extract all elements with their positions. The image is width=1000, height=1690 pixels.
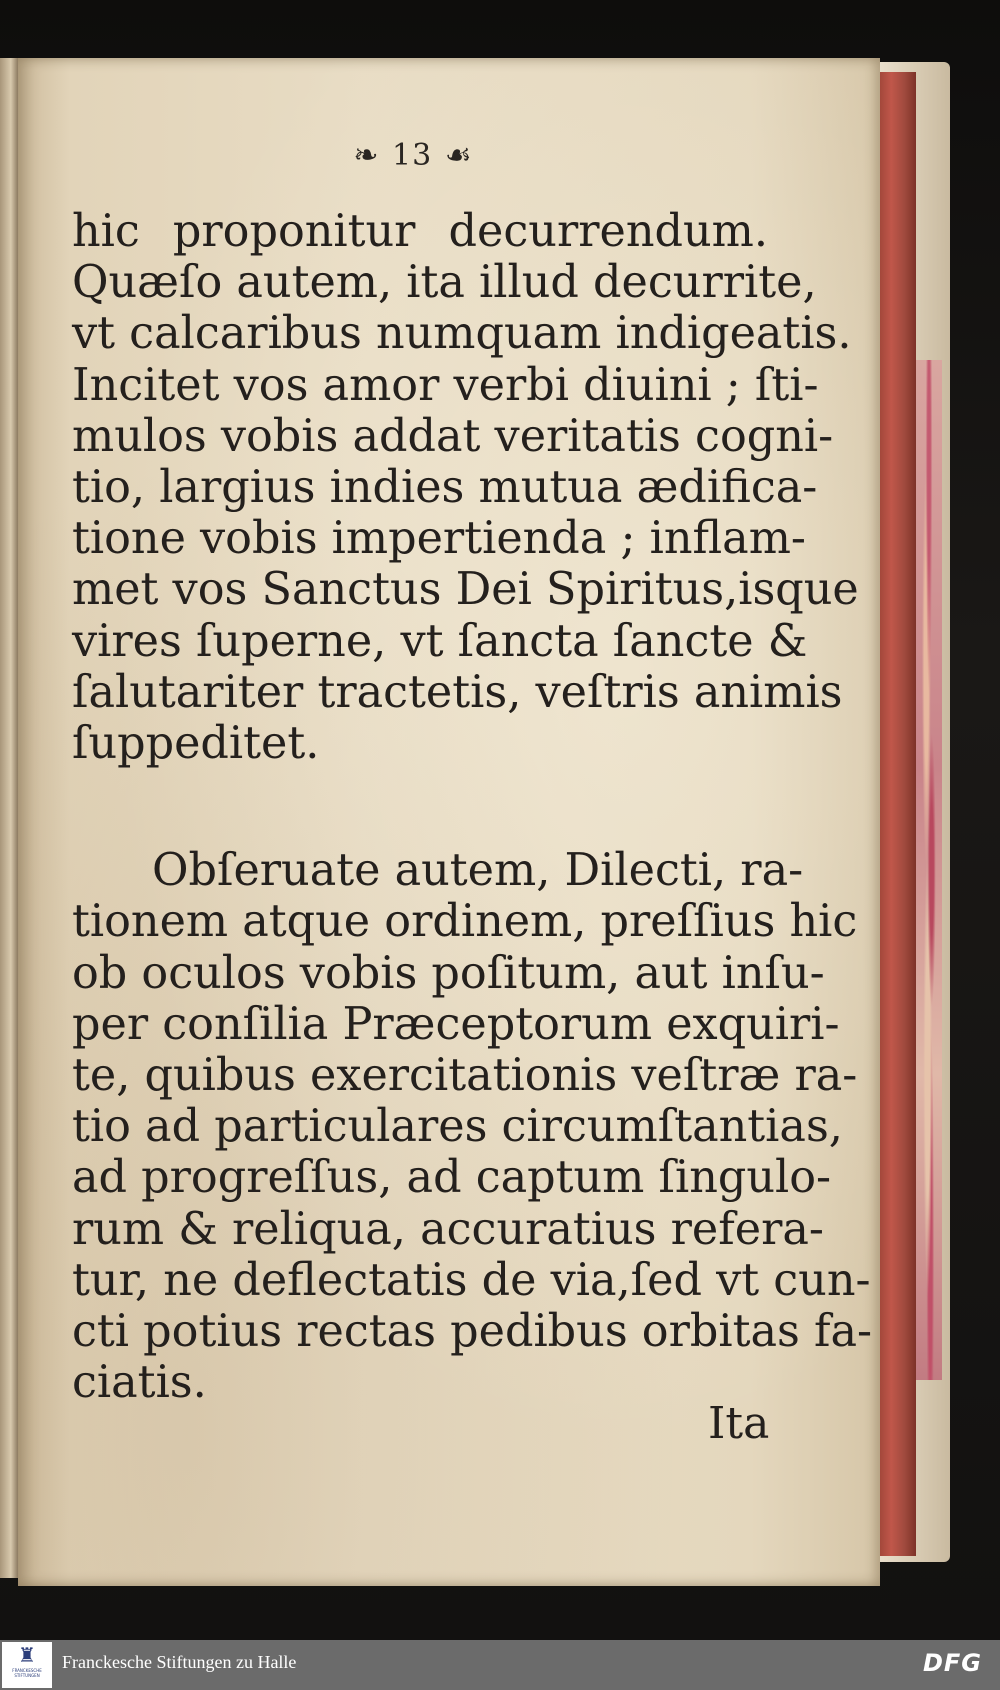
book-page [18,58,880,1586]
text-line: tur, ne deflectatis de via,ſed vt cun- [72,1254,871,1306]
page-header [0,136,844,173]
text-line: hic proponitur decurrendum. [72,206,768,257]
text-line: vt calcaribus numquam indigeatis. [72,308,852,360]
paragraph-2 [72,845,873,1409]
left-ornament-icon: ❧ [353,137,380,173]
institution-logo[interactable] [2,1642,52,1688]
footer-bar [0,1640,1000,1690]
logo-tower-icon: ♜ [18,1643,36,1667]
text-line: tio, largius indies mutua ædifica- [72,462,818,514]
logo-text: FRANCKESCHE STIFTUNGEN [12,1668,42,1678]
paragraph-1 [72,206,859,770]
page-number: 13 [392,137,433,173]
text-line: te, quibus exercitationis veſtræ ra- [72,1050,858,1102]
previous-page-edge [0,58,18,1578]
marbled-endpaper [916,360,942,1380]
text-line: met vos Sanctus Dei Spiritus,isque [72,564,859,616]
catchword: Ita [708,1398,770,1449]
text-line: Obſeruate autem, Dilecti, ra- [152,845,804,897]
text-line: ob oculos vobis poſitum, aut inſu- [72,947,825,999]
text-line: ciatis. [72,1357,207,1409]
text-line: vires ſuperne, vt ſancta ſancte & [72,615,808,667]
text-line: ſuppeditet. [72,718,320,770]
footer-title: Franckesche Stiftungen zu Halle [62,1652,297,1672]
text-line: ad progreſſus, ad captum ſingulo- [72,1152,832,1204]
text-line: tio ad particulares circumſtantias, [72,1101,843,1153]
text-line: mulos vobis addat veritatis cogni- [72,410,834,462]
text-line: cti potius rectas pedibus orbitas fa- [72,1306,873,1358]
dfg-logo[interactable]: DFG [922,1649,982,1677]
text-line: Quæſo autem, ita illud decurrite, [72,257,817,309]
text-line: tione vobis impertienda ; inflam- [72,513,806,565]
paragraph-gap [72,769,768,845]
text-line: Incitet vos amor verbi diuini ; ſti- [72,359,819,411]
text-block [72,206,873,1409]
text-line: tionem atque ordinem, preſſius hic [72,896,858,948]
text-line: rum & reliqua, accuratius refera- [72,1203,824,1255]
text-line: per conſilia Præceptorum exquiri- [72,998,840,1050]
right-ornament-icon: ☙ [444,137,473,173]
text-line: ſalutariter tractetis, veſtris animis [72,666,843,718]
red-page-edge [878,72,916,1556]
